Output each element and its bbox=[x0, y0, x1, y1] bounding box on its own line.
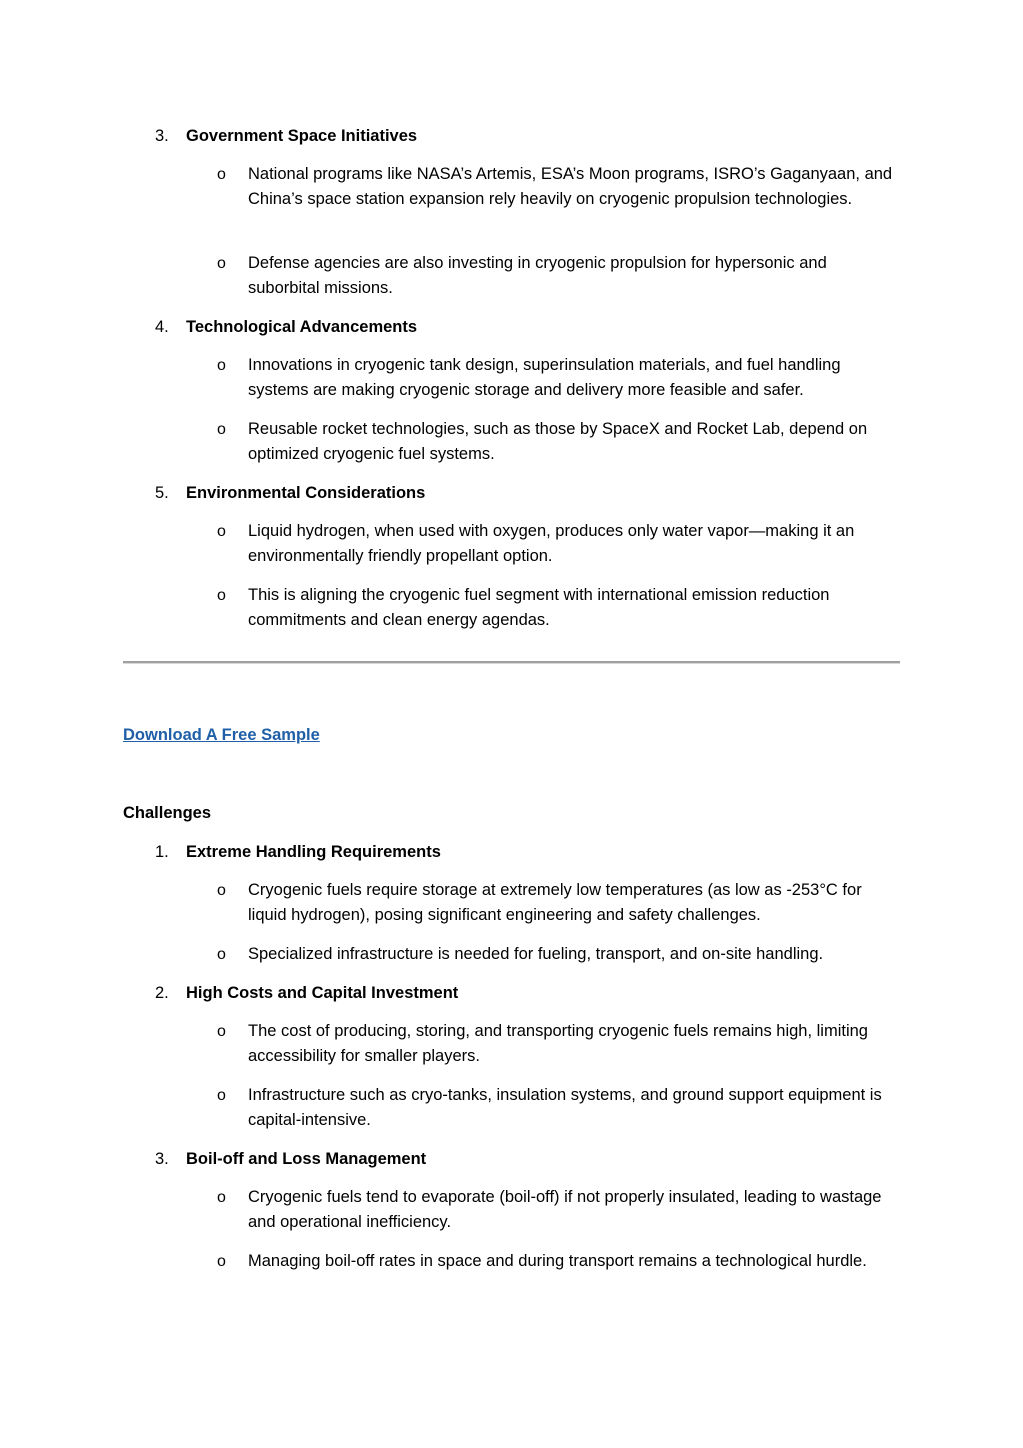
list-heading: Extreme Handling Requirements bbox=[186, 843, 441, 861]
bullet-marker: o bbox=[217, 421, 226, 438]
list-heading: Boil-off and Loss Management bbox=[186, 1150, 427, 1168]
list-number: 5. bbox=[155, 484, 169, 502]
bullet-marker: o bbox=[217, 523, 226, 540]
list-heading: Government Space Initiatives bbox=[186, 127, 418, 145]
list-bullet bbox=[0, 1019, 1023, 1083]
list-heading: Environmental Considerations bbox=[186, 484, 426, 502]
drivers-list bbox=[0, 124, 1023, 647]
bullet-text: Specialized infrastructure is needed for fueling, transport, and on-site handling. bbox=[248, 945, 824, 963]
bullet-text: Managing boil-off rates in space and during transport remains a technological hurdle. bbox=[248, 1252, 867, 1270]
list-item bbox=[0, 840, 1023, 878]
list-bullet bbox=[0, 583, 1023, 647]
list-bullet bbox=[0, 1185, 1023, 1249]
list-item bbox=[0, 1147, 1023, 1185]
list-bullet bbox=[0, 1083, 1023, 1147]
list-item bbox=[0, 481, 1023, 519]
list-bullet bbox=[0, 878, 1023, 942]
bullet-marker: o bbox=[217, 1023, 226, 1040]
bullet-marker: o bbox=[217, 946, 226, 963]
bullet-marker: o bbox=[217, 1087, 226, 1104]
bullet-marker: o bbox=[217, 587, 226, 604]
bullet-text: Infrastructure such as cryo-tanks, insulation systems, and ground support equipment is capital-intensive. bbox=[248, 1086, 882, 1129]
list-bullet bbox=[0, 942, 1023, 981]
list-bullet bbox=[0, 353, 1023, 417]
list-number: 3. bbox=[155, 127, 169, 145]
list-bullet bbox=[0, 417, 1023, 481]
list-item bbox=[0, 981, 1023, 1019]
list-bullet bbox=[0, 519, 1023, 583]
bullet-marker: o bbox=[217, 1253, 226, 1270]
bullet-text: This is aligning the cryogenic fuel segment with international emission reduction commitments and clean energy agendas. bbox=[248, 586, 830, 629]
bullet-text: National programs like NASA’s Artemis, ESA’s Moon programs, ISRO’s Gaganyaan, and China’s space station expansion rely heavily on cryogenic propulsion technologies. bbox=[248, 165, 893, 208]
list-item bbox=[0, 315, 1023, 353]
horizontal-divider bbox=[123, 661, 900, 664]
download-sample-link[interactable]: Download A Free Sample bbox=[123, 726, 320, 744]
challenges-list bbox=[0, 840, 1023, 1313]
bullet-marker: o bbox=[217, 255, 226, 272]
list-bullet bbox=[0, 162, 1023, 251]
bullet-text: Cryogenic fuels tend to evaporate (boil-off) if not properly insulated, leading to wastage and operational inefficiency. bbox=[248, 1188, 882, 1231]
list-number: 1. bbox=[155, 843, 169, 861]
list-number: 2. bbox=[155, 984, 169, 1002]
section-title-challenges: Challenges bbox=[123, 804, 212, 822]
list-bullet bbox=[0, 1249, 1023, 1313]
bullet-text: The cost of producing, storing, and transporting cryogenic fuels remains high, limiting accessibility for smaller players. bbox=[248, 1022, 868, 1065]
bullet-text: Defense agencies are also investing in cryogenic propulsion for hypersonic and suborbital missions. bbox=[248, 254, 827, 297]
list-number: 4. bbox=[155, 318, 169, 336]
bullet-text: Innovations in cryogenic tank design, superinsulation materials, and fuel handling systems are making cryogenic storage and delivery more feasible and safer. bbox=[248, 356, 841, 399]
list-bullet bbox=[0, 251, 1023, 315]
bullet-text: Cryogenic fuels require storage at extremely low temperatures (as low as -253°C for liquid hydrogen), posing significant engineering and safety challenges. bbox=[248, 881, 862, 924]
list-heading: High Costs and Capital Investment bbox=[186, 984, 459, 1002]
list-heading: Technological Advancements bbox=[186, 318, 418, 336]
bullet-marker: o bbox=[217, 357, 226, 374]
bullet-marker: o bbox=[217, 882, 226, 899]
list-item bbox=[0, 124, 1023, 162]
bullet-text: Liquid hydrogen, when used with oxygen, produces only water vapor—making it an environmentally friendly propellant option. bbox=[248, 522, 855, 565]
bullet-marker: o bbox=[217, 1189, 226, 1206]
bullet-marker: o bbox=[217, 166, 226, 183]
bullet-text: Reusable rocket technologies, such as those by SpaceX and Rocket Lab, depend on optimized cryogenic fuel systems. bbox=[248, 420, 868, 463]
list-number: 3. bbox=[155, 1150, 169, 1168]
